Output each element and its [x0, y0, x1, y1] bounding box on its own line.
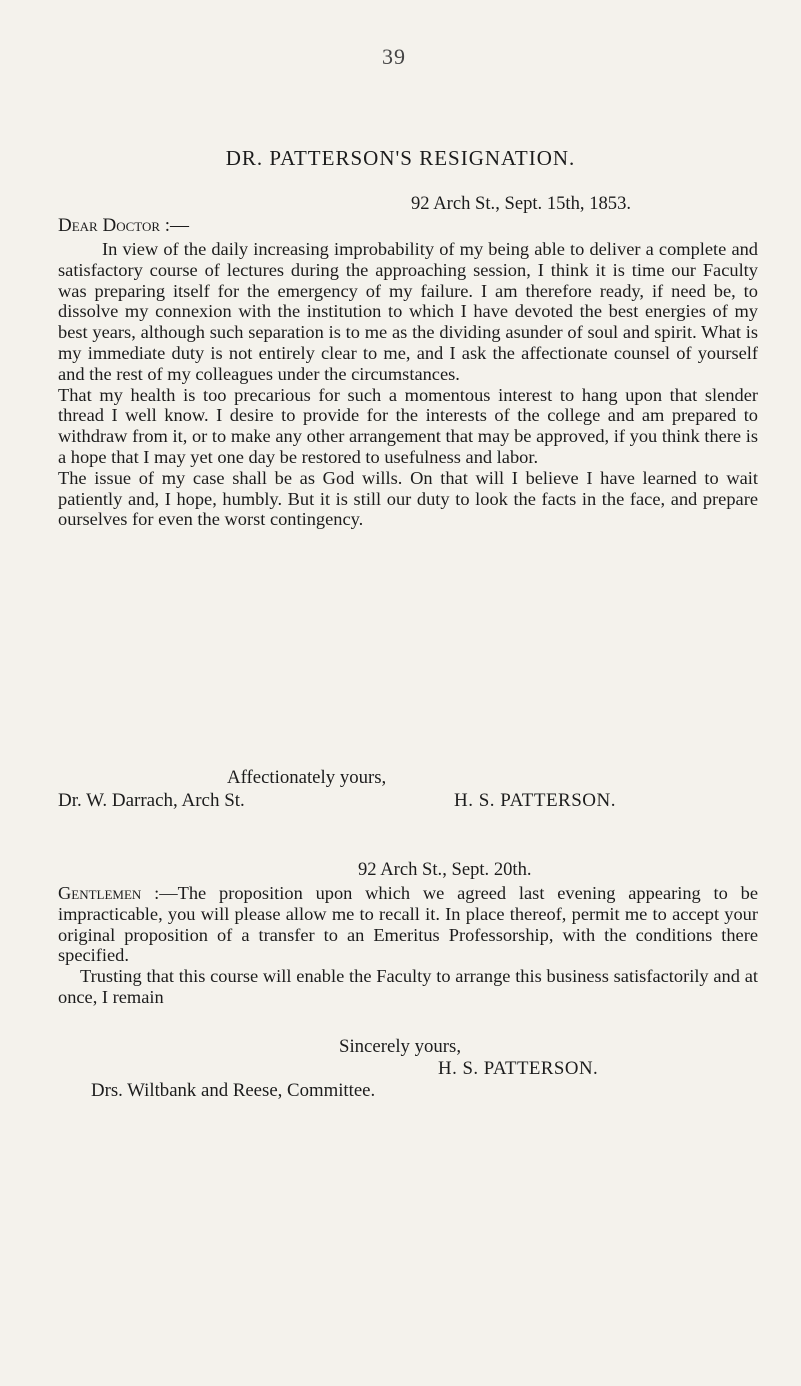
letter1-dateline-text: 92 Arch St., Sept. 15th, 1853. — [411, 193, 632, 214]
letter1-addressee: Dr. W. Darrach, Arch St. — [58, 790, 245, 811]
letter1-paragraph-1: In view of the daily increasing improbability of my being able to deliver a complete and satisfactory course of lectures during the approaching session, I think it is time our Faculty was preparing itself for the emergency of my failure. I am therefore ready, if need be, to dissolve my connexion with the institution to which I have devoted the best energies of my best years, although such separation is to me as the dividing asunder of soul and spirit. What is my immediate duty is not entirely clear to me, and I ask the affectionate counsel of yourself and the rest of my colleagues under the circumstances. — [58, 239, 758, 384]
letter1-signature: H. S. PATTERSON. — [454, 790, 616, 811]
letter2-paragraph-1-text: The proposition upon which we agreed last evening appearing to be impracticable, you will please allow me to recall it. In place thereof, permit me to accept your original proposition of a transfer to an Emeritus Professorship, with the conditions there specified. — [58, 883, 758, 966]
letter1-paragraph-3: The issue of my case shall be as God wills. On that will I believe I have learned to wait patiently and, I hope, humbly. But it is still our duty to look the facts in the face, and prepare ourselves for even the worst contingency. — [58, 467, 758, 530]
letter1-salutation: Dear Doctor :— — [58, 215, 190, 236]
letter2-dateline: 92 Arch St., Sept. 20th. — [358, 859, 532, 880]
letter1-closing: Affectionately yours, — [227, 767, 387, 788]
letter2-addressee: Drs. Wiltbank and Reese, Committee. — [91, 1080, 376, 1101]
page-number: 39 — [382, 44, 406, 69]
letter2-signature: H. S. PATTERSON. — [438, 1058, 599, 1079]
letter1-dateline — [411, 193, 631, 215]
letter1-body — [58, 239, 758, 530]
letter2-closing: Sincerely yours, — [339, 1036, 462, 1057]
letter2-body — [58, 883, 758, 1008]
letter2-salutation: Gentlemen :— — [58, 883, 178, 903]
page-title: DR. PATTERSON'S RESIGNATION. — [225, 146, 576, 170]
letter2-paragraph-2: Trusting that this course will enable the Faculty to arrange this business satisfactorily and at once, I remain — [58, 966, 758, 1007]
letter1-paragraph-2: That my health is too precarious for such a momentous interest to hang upon that slender thread I well know. I desire to provide for the interests of the college and am prepared to withdraw from it, or to make any other arrangement that may be approved, if you think there is a hope that I may yet one day be restored to usefulness and labor. — [58, 384, 758, 467]
letter2-paragraph-1 — [58, 883, 758, 966]
